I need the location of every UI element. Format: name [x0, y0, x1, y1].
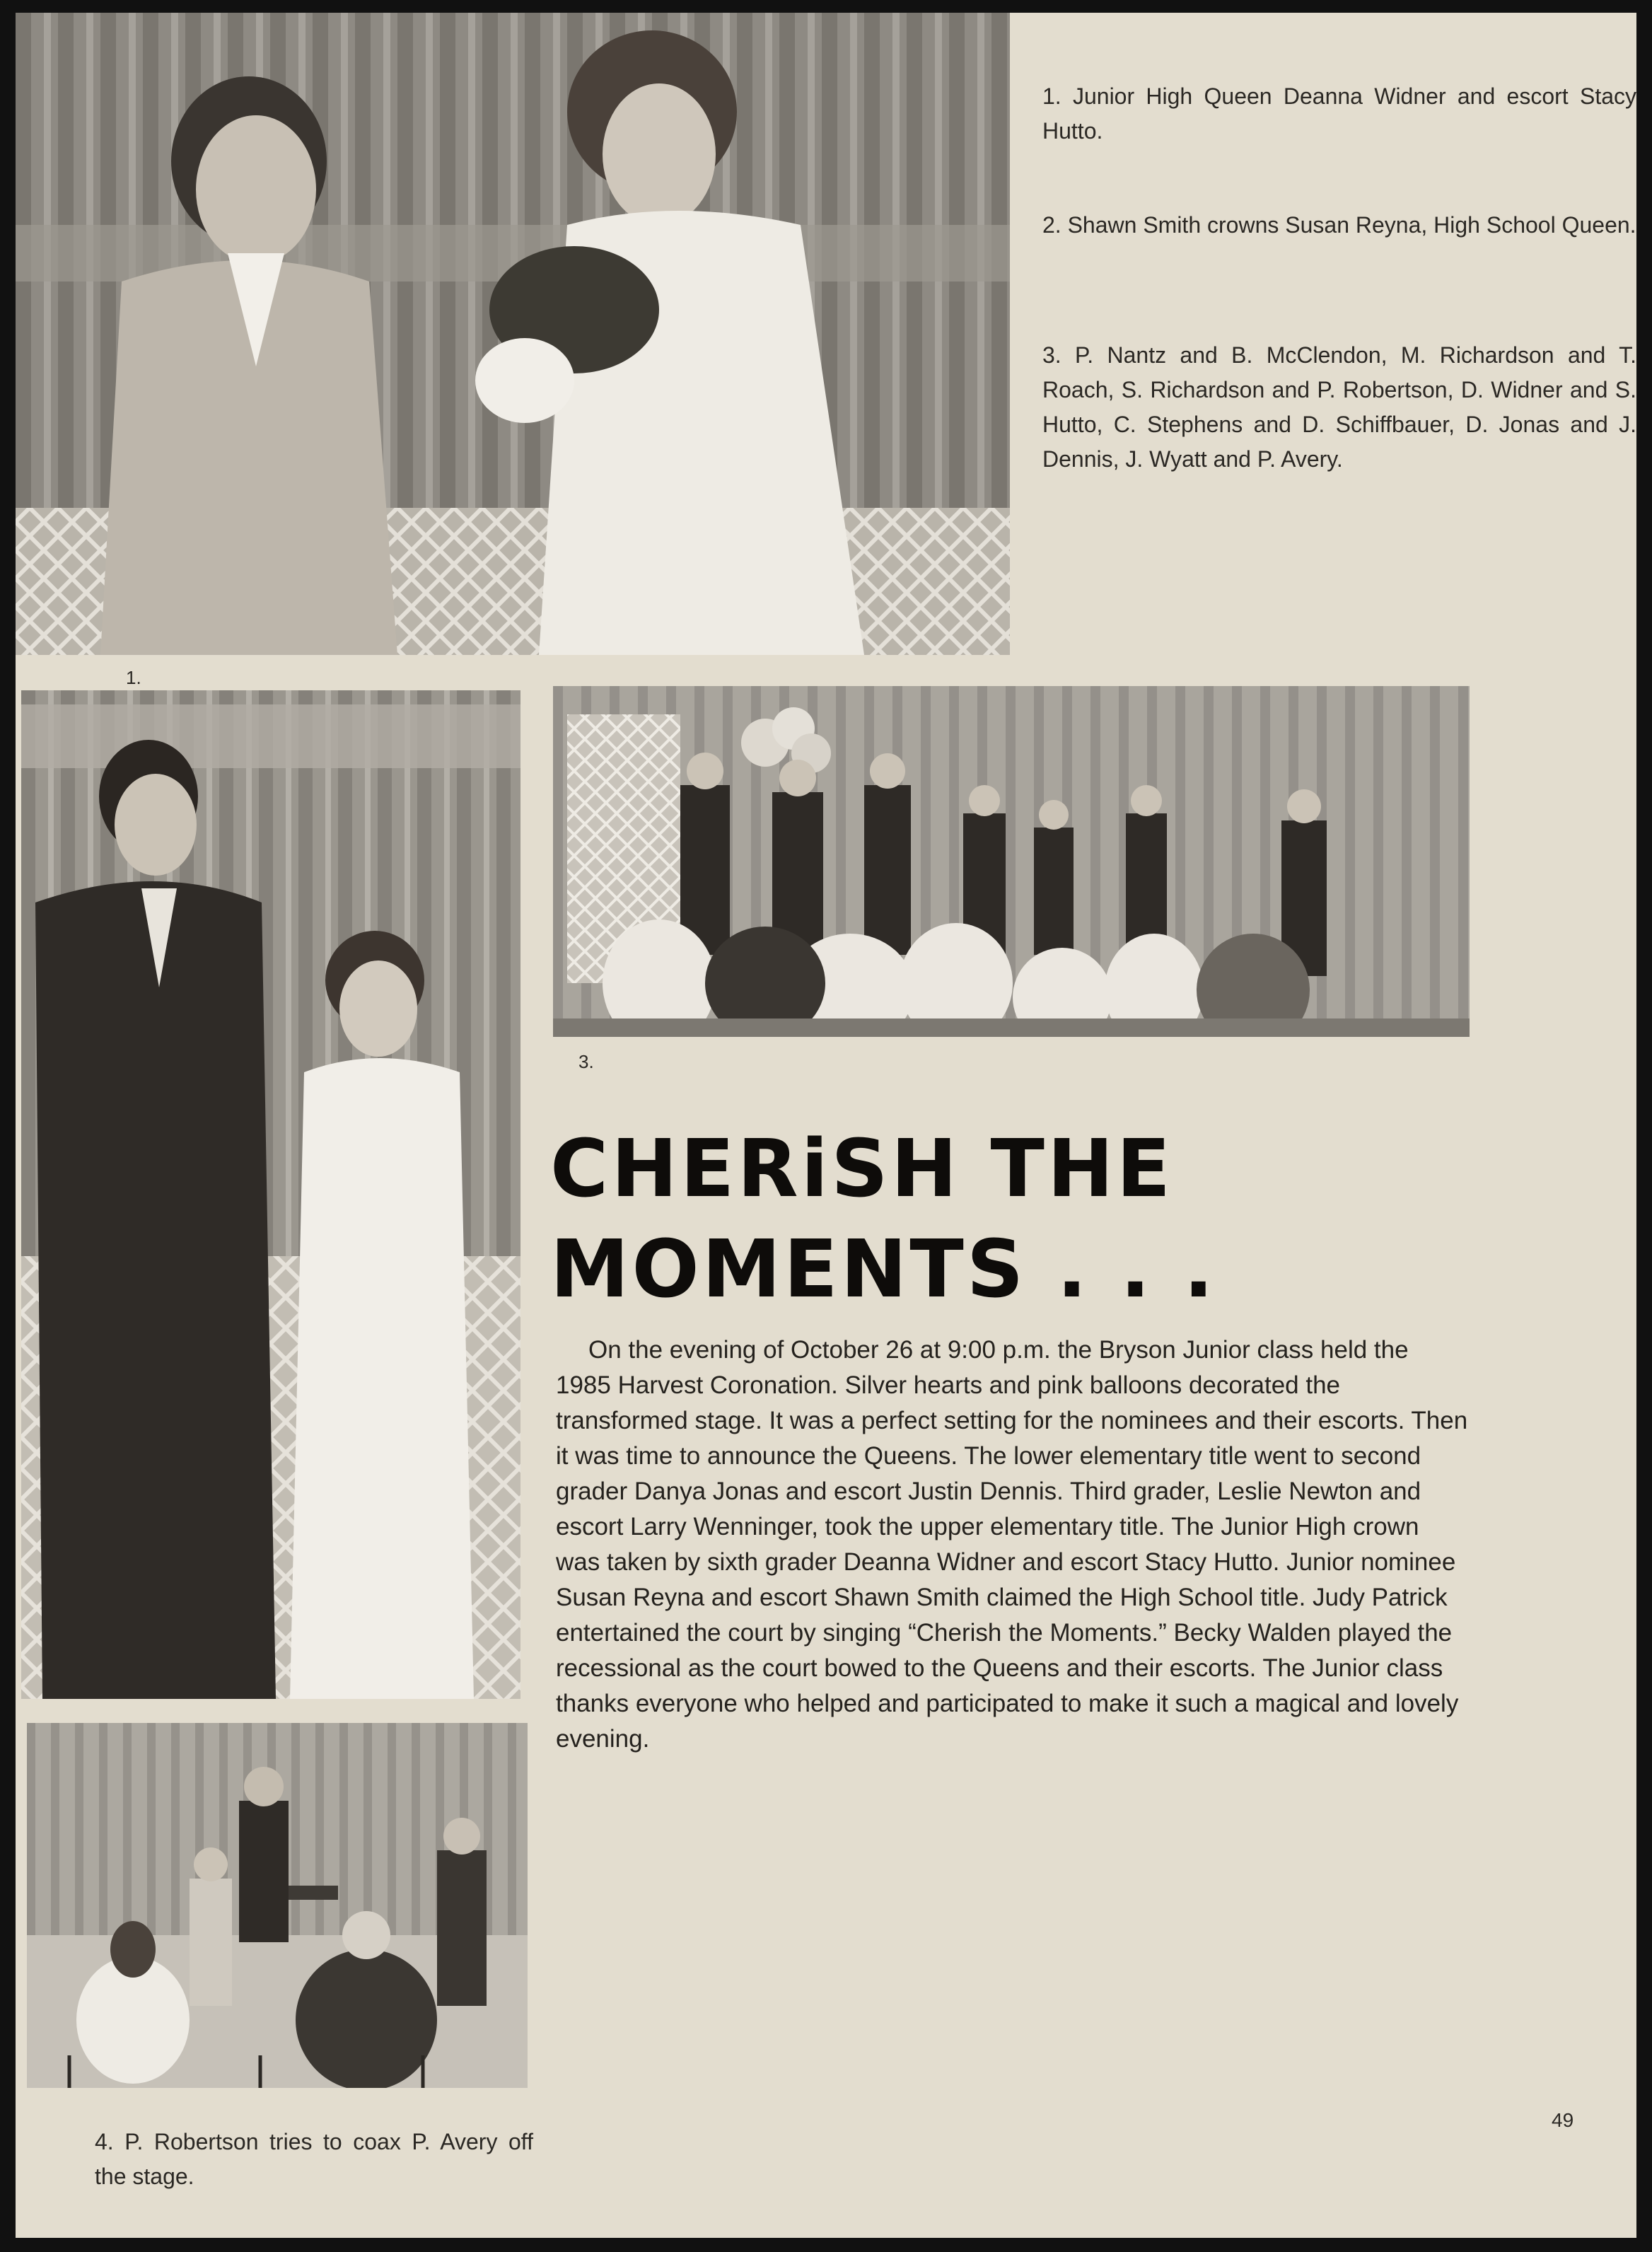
heading-line-1: CHERiSH THE — [550, 1123, 1174, 1215]
photo-4-stage-scene — [27, 1723, 528, 2088]
article-heading — [550, 1119, 1257, 1320]
caption-4: 4. P. Robertson tries to coax P. Avery off the stage. — [95, 2129, 533, 2189]
page-number: 49 — [1552, 2109, 1574, 2131]
photo-3-number: 3. — [578, 1051, 594, 1072]
heading-line-2: MOMENTS . . . — [550, 1224, 1217, 1316]
photo-2-high-school-queen — [21, 690, 520, 1699]
caption-3: 3. P. Nantz and B. McClendon, M. Richardson and T. Roach, S. Richardson and P. Robertson, D. Widner and S. Hutto, C. Stephens and D. Schiffbauer, D. Jonas and J. Dennis, J. Wyatt and P. Avery. — [1042, 342, 1636, 472]
photo-1-number: 1. — [126, 667, 141, 688]
article-body: On the evening of October 26 at 9:00 p.m. the Bryson Junior class held the 1985 Harvest Coronation. Silver hearts and pink balloons decorated the transformed stage. It was a perfect setting for the nominees and their escorts. Then it was time to announce the Queens. The lower elementary title went to second grader Danya Jonas and escort Justin Dennis. Third grader, Leslie Newton and escort Larry Wenninger, took the upper elementary title. The Junior High crown was taken by sixth grader Deanna Widner and escort Stacy Hutto. Junior nominee Susan Reyna and escort Shawn Smith claimed the High School title. Judy Patrick entertained the court by singing “Cherish the Moments.” Becky Walden played the recessional as the court bowed to the Queens and their escorts. The Junior class thanks everyone who helped and participated to make it such a magical and lovely evening. — [556, 1336, 1468, 1753]
caption-1: 1. Junior High Queen Deanna Widner and escort Stacy Hutto. — [1042, 83, 1636, 144]
photo-3-court-group — [553, 686, 1470, 1037]
yearbook-page — [16, 13, 1636, 2238]
photo-1-junior-high-queen — [16, 13, 1010, 655]
caption-2: 2. Shawn Smith crowns Susan Reyna, High School Queen. — [1042, 212, 1636, 238]
